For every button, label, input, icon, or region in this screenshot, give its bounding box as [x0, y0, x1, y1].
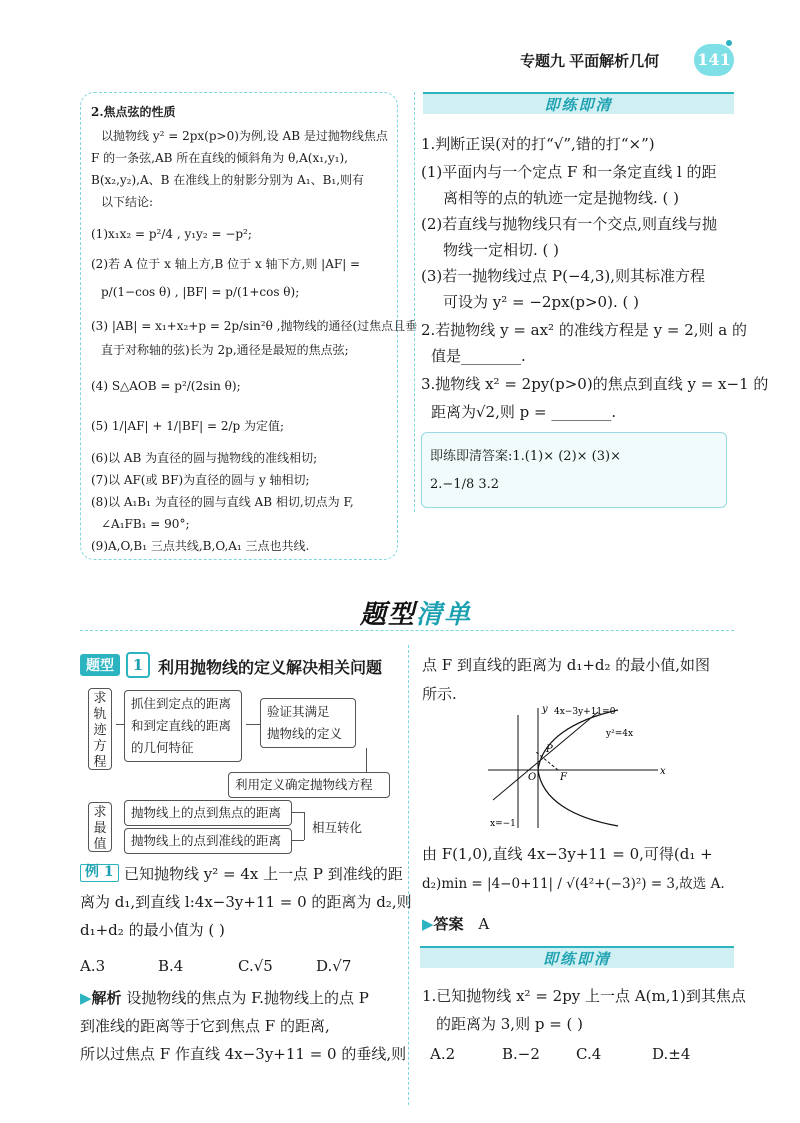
label-x: x	[660, 766, 666, 777]
column-divider	[408, 645, 409, 1105]
parabola-upper	[538, 710, 618, 770]
practice-q2: 2.若抛物线 y = ax² 的准线方程是 y = 2,则 a 的	[421, 321, 747, 339]
practice-banner-label: 即练即清	[544, 96, 613, 114]
connector	[304, 812, 305, 840]
practice-q1-1: (1)平面内与一个定点 F 和一条定直线 l 的距	[421, 163, 717, 181]
property-8: (8)以 A₁B₁ 为直径的圆与直线 AB 相切,切点为 F,	[91, 495, 354, 509]
section-title	[360, 594, 472, 631]
practice-box-1	[414, 92, 769, 512]
method-flow-diagram	[80, 686, 400, 856]
diagram-box-focus-distance: 抛物线上的点到焦点的距离	[124, 800, 292, 826]
connector	[292, 812, 304, 813]
solution-line-2: 所示.	[422, 685, 457, 703]
property-4: (4) S△AOB = p²/(2sin θ);	[91, 379, 241, 393]
practice2-q1: 1.已知抛物线 x² = 2py 上一点 A(m,1)到其焦点	[422, 987, 746, 1005]
property-1: (1)x₁x₂ = p²/4 , y₁y₂ = −p²;	[91, 227, 252, 241]
label-o: O	[528, 772, 537, 783]
diagram-box-geometric-l2: 和到定直线的距离	[131, 718, 232, 733]
practice-q1-2: (2)若直线与抛物线只有一个交点,则直线与抛	[421, 215, 718, 233]
type-number: 1	[126, 652, 150, 678]
property-9: (9)A,O,B₁ 三点共线,B,O,A₁ 三点也共线.	[91, 539, 310, 553]
practice-answer-box	[421, 432, 727, 508]
section-title-part2: 清单	[416, 599, 473, 629]
practice2-banner-label: 即练即清	[542, 950, 611, 968]
practice2-option-c: C.4	[576, 1045, 602, 1063]
practice-q1-2-cont: 物线一定相切. ( )	[443, 241, 560, 259]
properties-line: B(x₂,y₂),A、B 在准线上的射影分别为 A₁、B₁,则有	[91, 173, 365, 187]
properties-line: 以抛物线 y² = 2px(p>0)为例,设 AB 是过抛物线焦点	[101, 129, 388, 143]
formula-line-2: d₂)min = |4−0+11| / √(4²+(−3)²) = 3,故选 A.	[422, 876, 725, 892]
practice-q1-3: (3)若一抛物线过点 P(−4,3),则其标准方程	[421, 267, 706, 285]
analysis-label: 解析	[91, 990, 122, 1007]
option-b: B.4	[158, 957, 184, 975]
diagram-box-geometric-l1: 抓住到定点的距离	[131, 696, 232, 711]
practice-q1: 1.判断正误(对的打“√”,错的打“×”)	[421, 135, 655, 153]
connector	[116, 724, 124, 725]
answer-label: 答案	[433, 916, 464, 933]
connector-arrow	[246, 724, 260, 725]
option-c: C.√5	[238, 957, 273, 975]
analysis-text-1: 设抛物线的焦点为 F.抛物线上的点 P	[126, 989, 369, 1007]
diagram-box-verify-l2: 抛物线的定义	[267, 726, 343, 741]
diagram-box-verify	[260, 698, 356, 748]
diagram-label-trajectory-text: 求轨迹方程	[93, 691, 107, 770]
section-title-part1: 题型	[360, 599, 417, 629]
diagram-label-extreme	[88, 802, 112, 852]
analysis-line-2: 到准线的距离等于它到焦点 F 的距离,	[80, 1017, 330, 1035]
practice2-option-d: D.±4	[652, 1045, 691, 1063]
analysis-line-1	[80, 988, 369, 1009]
answer-value: A	[478, 915, 490, 933]
example-line-1: 已知抛物线 y² = 4x 上一点 P 到准线的距	[124, 865, 403, 883]
practice2-option-b: B.−2	[502, 1045, 540, 1063]
connector	[366, 748, 367, 772]
parabola-lower	[538, 770, 618, 826]
example-tag: 例 1	[80, 864, 119, 882]
example-line-3: d₁+d₂ 的最小值为 ( )	[80, 921, 225, 939]
page-header-title: 专题九 平面解析几何	[520, 53, 660, 70]
answer-line-1: 即练即清答案:1.(1)× (2)× (3)×	[430, 449, 621, 464]
label-line: 4x−3y+11=0	[554, 707, 616, 717]
type-tag: 题型	[80, 654, 120, 676]
practice-q1-1-cont: 离相等的点的轨迹一定是抛物线. ( )	[443, 189, 680, 207]
diagram-label-extreme-text: 求最值	[93, 805, 107, 852]
diagram-label-trajectory	[88, 688, 112, 770]
parabola-graph	[478, 700, 678, 830]
option-a: A.3	[80, 957, 106, 975]
practice-banner	[423, 92, 734, 114]
practice-box-2	[420, 946, 734, 968]
decor-dot	[726, 40, 732, 46]
focal-chord-properties-box	[80, 92, 418, 560]
option-d: D.√7	[316, 957, 352, 975]
page-number-badge: 141	[694, 44, 734, 76]
practice-q3: 3.抛物线 x² = 2py(p>0)的焦点到直线 y = x−1 的	[421, 375, 769, 393]
label-f: F	[560, 772, 567, 783]
diagram-box-geometric	[124, 690, 242, 762]
diagram-box-verify-l1: 验证其满足	[267, 704, 330, 719]
diagram-box-geometric-l3: 的几何特征	[131, 740, 194, 755]
practice2-banner	[420, 946, 734, 968]
property-5: (5) 1/|AF| + 1/|BF| = 2/p 为定值;	[91, 419, 285, 433]
solution-line-1: 点 F 到直线的距离为 d₁+d₂ 的最小值,如图	[422, 656, 711, 674]
property-3: (3) |AB| = x₁+x₂+p = 2p/sin²θ ,抛物线的通径(过焦点且垂	[91, 319, 418, 333]
practice-q2-cont: 值是________.	[431, 347, 526, 365]
answer-line-2: 2.−1/8 3.2	[430, 477, 500, 492]
answer-line	[422, 914, 489, 935]
property-7: (7)以 AF(或 BF)为直径的圆与 y 轴相切;	[91, 473, 310, 487]
connector	[292, 840, 304, 841]
property-2: (2)若 A 位于 x 轴上方,B 位于 x 轴下方,则 |AF| =	[91, 257, 361, 271]
answer-arrow-icon: ▶	[422, 915, 434, 933]
label-parabola: y²=4x	[606, 729, 634, 739]
type-title: 利用抛物线的定义解决相关问题	[158, 660, 383, 677]
label-directrix: x=−1	[490, 819, 516, 829]
diagram-box-directrix-distance: 抛物线上的点到准线的距离	[124, 828, 292, 854]
section-divider	[80, 630, 734, 631]
formula-line-1: 由 F(1,0),直线 4x−3y+11 = 0,可得(d₁ +	[422, 845, 713, 863]
practice-q1-3-cont: 可设为 y² = −2px(p>0). ( )	[443, 293, 639, 311]
practice2-option-a: A.2	[430, 1045, 456, 1063]
label-y: y	[542, 704, 548, 715]
properties-line: 以下结论:	[101, 195, 154, 209]
practice2-q1-cont: 的距离为 3,则 p = ( )	[436, 1015, 584, 1033]
analysis-line-3: 所以过焦点 F 作直线 4x−3y+11 = 0 的垂线,则	[80, 1045, 407, 1063]
practice-q3-cont: 距离为√2,则 p = ________.	[431, 403, 617, 421]
given-line	[493, 712, 598, 800]
property-8-cont: ∠A₁FB₁ = 90°;	[101, 517, 190, 531]
property-6: (6)以 AB 为直径的圆与抛物线的准线相切;	[91, 451, 318, 465]
properties-heading: 2.焦点弦的性质	[91, 105, 176, 119]
label-p: P	[546, 744, 553, 755]
diagram-box-equation: 利用定义确定抛物线方程	[228, 772, 390, 798]
analysis-arrow-icon: ▶	[80, 989, 92, 1007]
property-2-formula: p/(1−cos θ) , |BF| = p/(1+cos θ);	[101, 285, 300, 299]
diagram-mutual-label: 相互转化	[312, 820, 363, 835]
properties-line: F 的一条弦,AB 所在直线的倾斜角为 θ,A(x₁,y₁),	[91, 151, 348, 165]
property-3-cont: 直于对称轴的弦)长为 2p,通径是最短的焦点弦;	[101, 343, 349, 357]
example-line-2: 离为 d₁,到直线 l:4x−3y+11 = 0 的距离为 d₂,则	[80, 893, 412, 911]
